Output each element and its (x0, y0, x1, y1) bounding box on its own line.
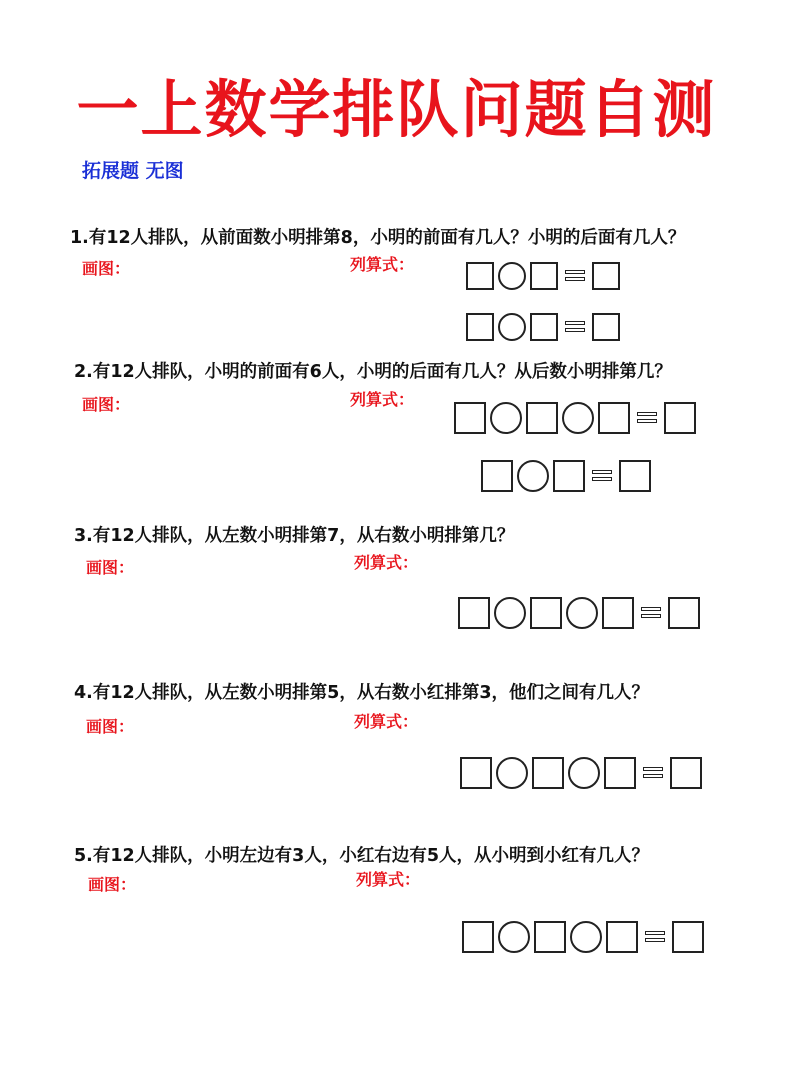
question-4-formula-label: 列算式： (354, 712, 419, 731)
answer-box[interactable] (553, 460, 585, 492)
answer-box[interactable] (602, 597, 634, 629)
answer-box[interactable] (458, 597, 490, 629)
equals-sign (592, 470, 612, 482)
answer-box[interactable] (670, 757, 702, 789)
operator-circle[interactable] (570, 921, 602, 953)
question-3-text: 3.有12人排队，从左数小明排第7，从右数小明排第几？ (74, 526, 515, 546)
equals-sign (643, 767, 663, 779)
question-2-equation-2 (481, 460, 651, 492)
question-2-text: 2.有12人排队，小明的前面有6人，小明的后面有几人？从后数小明排第几？ (74, 362, 672, 382)
question-1-formula-label: 列算式： (350, 255, 415, 274)
answer-box[interactable] (530, 262, 558, 290)
question-5-text: 5.有12人排队，小明左边有3人，小红右边有5人，从小明到小红有几人？ (74, 846, 650, 866)
answer-box[interactable] (606, 921, 638, 953)
operator-circle[interactable] (498, 262, 526, 290)
answer-box[interactable] (672, 921, 704, 953)
question-1-equation-2 (466, 313, 620, 341)
answer-box[interactable] (668, 597, 700, 629)
answer-box[interactable] (466, 313, 494, 341)
question-4-draw-label: 画图： (86, 717, 135, 736)
answer-box[interactable] (532, 757, 564, 789)
question-4-text: 4.有12人排队，从左数小明排第5，从右数小红排第3，他们之间有几人？ (74, 683, 650, 703)
answer-box[interactable] (534, 921, 566, 953)
question-2-draw-label: 画图： (82, 395, 131, 414)
operator-circle[interactable] (498, 313, 526, 341)
answer-box[interactable] (530, 597, 562, 629)
equals-sign (637, 412, 657, 424)
answer-box[interactable] (460, 757, 492, 789)
answer-box[interactable] (619, 460, 651, 492)
answer-box[interactable] (466, 262, 494, 290)
answer-box[interactable] (598, 402, 630, 434)
operator-circle[interactable] (562, 402, 594, 434)
equals-sign (565, 321, 585, 333)
question-2-equation-1 (454, 402, 696, 434)
answer-box[interactable] (604, 757, 636, 789)
question-1-equation-1 (466, 262, 620, 290)
question-3-draw-label: 画图： (86, 558, 135, 577)
question-2-formula-label: 列算式： (350, 390, 415, 409)
operator-circle[interactable] (496, 757, 528, 789)
question-5-formula-label: 列算式： (356, 870, 421, 889)
question-5-draw-label: 画图： (88, 875, 137, 894)
operator-circle[interactable] (568, 757, 600, 789)
equals-sign (641, 607, 661, 619)
operator-circle[interactable] (498, 921, 530, 953)
operator-circle[interactable] (566, 597, 598, 629)
answer-box[interactable] (530, 313, 558, 341)
question-5-equation (462, 921, 704, 953)
operator-circle[interactable] (517, 460, 549, 492)
question-3-formula-label: 列算式： (354, 553, 419, 572)
answer-box[interactable] (526, 402, 558, 434)
operator-circle[interactable] (494, 597, 526, 629)
answer-box[interactable] (664, 402, 696, 434)
equals-sign (565, 270, 585, 282)
question-1-draw-label: 画图： (82, 259, 131, 278)
question-3-equation (458, 597, 700, 629)
answer-box[interactable] (462, 921, 494, 953)
answer-box[interactable] (592, 313, 620, 341)
question-1-text: 1.有12人排队，从前面数小明排第8，小明的前面有几人？小明的后面有几人？ (70, 228, 686, 248)
answer-box[interactable] (481, 460, 513, 492)
answer-box[interactable] (592, 262, 620, 290)
equals-sign (645, 931, 665, 943)
operator-circle[interactable] (490, 402, 522, 434)
page-title: 一上数学排队问题自测 (76, 73, 717, 146)
answer-box[interactable] (454, 402, 486, 434)
question-4-equation (460, 757, 702, 789)
page-subtitle: 拓展题 无图 (82, 160, 184, 182)
